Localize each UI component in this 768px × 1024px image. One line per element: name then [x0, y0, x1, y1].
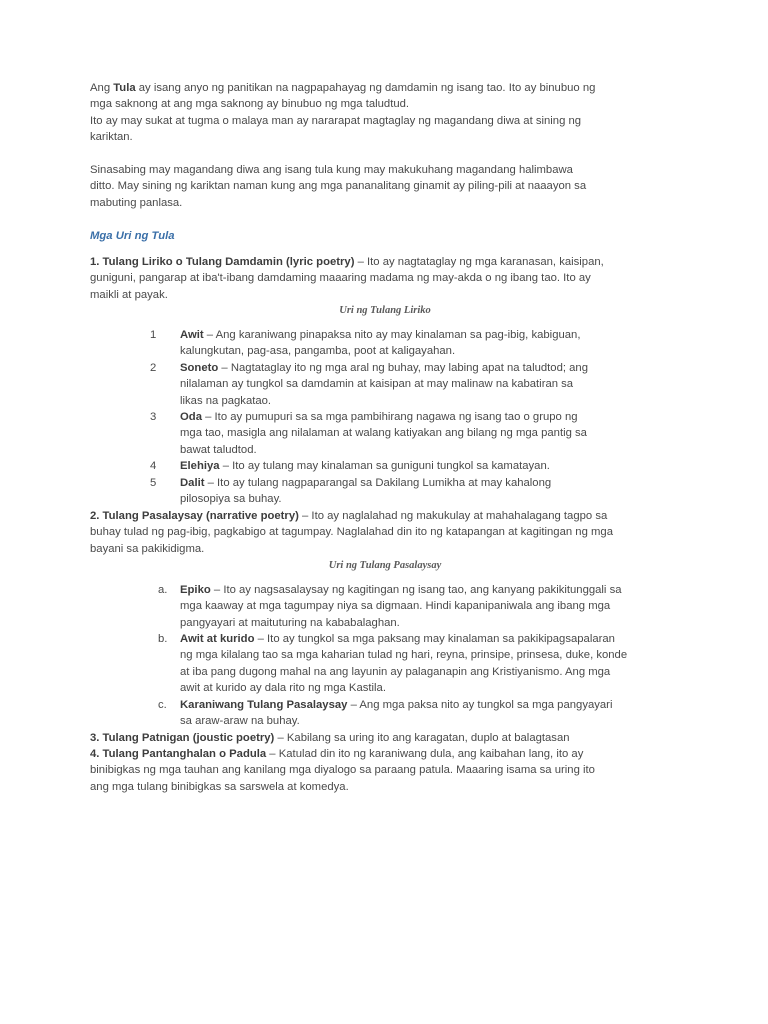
type2-paragraph: 2. Tulang Pasalaysay (narrative poetry) – Ito ay naglalahad ng makukulay at mahahalagang tagpo sa buhay tulad ng pag-ibig, pagkabigo at tagumpay. Naglalahad din ito ng katapangan at kagitingan ng mga bayani sa pakikidigma.: [90, 510, 613, 555]
intro-line-2: mga saknong at ang mga saknong ay binubuo ng mga taludtud.: [90, 98, 410, 111]
intro-line-4: kariktan.: [90, 130, 133, 143]
para2-line-3: mabuting panlasa.: [90, 196, 183, 209]
para2-line-2: ditto. May sining ng kariktan naman kung ang mga pananalitang ginamit ay piling-pili at naaayon sa: [90, 180, 587, 193]
type3-title: 3. Tulang Patnigan (joustic poetry): [90, 732, 275, 744]
type4-title: 4. Tulang Pantanghalan o Padula: [90, 748, 267, 760]
type2-title: 2. Tulang Pasalaysay (narrative poetry): [90, 510, 299, 522]
intro-paragraph: [90, 80, 680, 145]
type4-paragraph: 4. Tulang Pantanghalan o Padula – Katulad din ito ng karaniwang dula, ang kaibahan lang, ito ay binibigkas ng mga tauhan ang kanilang mga diyalogo sa paraang patula. Maaaring isama sa uring ito ang mga tulang binibigkas sa sarswela at komedya.: [90, 748, 595, 793]
type1-line-2: guniguni, pangarap at iba't-ibang damdaming maaaring madama ng may-akda o ng ibang tao. Ito ay: [90, 272, 591, 285]
intro-line-3: Ito ay may sukat at tugma o malaya man ay nararapat magtaglay ng magandang diwa at sining ng: [90, 114, 582, 127]
para2-line-1: Sinasabing may magandang diwa ang isang tula kung may makukuhang magandang halimbawa: [90, 164, 573, 176]
type1-title: 1. Tulang Liriko o Tulang Damdamin (lyric poetry): [90, 256, 355, 268]
pasalaysay-subheading: Uri ng Tulang Pasalaysay: [328, 560, 442, 571]
type1-line-1: 1. Tulang Liriko o Tulang Damdamin (lyric poetry) – Ito ay nagtataglay ng mga karanasan, kaisipan,: [90, 256, 604, 268]
section-heading: Mga Uri ng Tula: [90, 230, 175, 242]
type1-line-3: maikli at payak.: [90, 288, 168, 301]
tula-bold-term: Tula: [113, 82, 136, 94]
type3-paragraph: 3. Tulang Patnigan (joustic poetry) – Kabilang sa uring ito ang karagatan, duplo at balagtasan: [90, 732, 570, 744]
liriko-subheading: Uri ng Tulang Liriko: [339, 305, 431, 316]
document-page: Ang Tula ay isang anyo ng panitikan na nagpapahayag ng damdamin ng isang tao. Ito ay binubuo ng mga saknong at ang mga saknong ay binubuo ng mga taludtud. Ito ay may sukat at tugma o malaya man ay nararapat magtaglay ng magandang diwa at sining ng kariktan. Sinasabing may magandang diwa ang isang tula kung may makukuhang magandang halimbawa ditto. May sining ng kariktan naman kung ang mga pananalitang ginamit ay piling-pili at naaayon sa mabuting panlasa. Mga Uri ng Tula 1. Tulang Liriko o Tulang Damdamin (lyric poetry) – Ito ay nagtataglay ng mga karanasan, kaisipan, guniguni, pangarap at iba't-ibang damdaming maaaring madama ng may-akda o ng ibang tao. Ito ay maikli at payak. Uri ng Tulang Liriko 1 Awit – Ang karaniwang pinapaksa nito ay may kinalaman sa pag-ibig, kabiguan, kalungkutan, pag-asa, pangamba, poot at kaligayahan. 2 Soneto – Nagtataglay ito ng mga aral ng buhay, may labing apat na taludtod; ang nilalaman ay tungkol sa damdamin at kaisipan at may malinaw na kabatiran sa likas na pagkatao. 3 Oda – Ito ay pumupuri sa sa mga pambihirang nagawa ng isang tao o grupo ng mga tao, masigla ang nilalaman at walang katiyakan ang bilang ng mga pantig sa bawat taludtod. 4 Elehiya – Ito ay tulang may kinalaman sa guniguni tungkol sa kamatayan. 5 Dalit – Ito ay tulang nagpaparangal sa Dakilang Lumikha at may kahalong pilosopiya sa buhay. 2. Tulang Pasalaysay (narrative poetry) – Ito ay naglalahad ng makukulay at mahahalagang tagpo sa buhay tulad ng pag-ibig, pagkabigo at tagumpay. Naglalahad din ito ng katapangan at kagitingan ng mga bayani sa pakikidigma. Uri ng Tulang Pasalaysay a. Epiko – Ito ay nagsasalaysay ng kagitingan ng isang tao, ang kanyang pakikitunggali sa mga kaaway at mga tagumpay niya sa digmaan. Hindi kapanipaniwala ang ibang mga pangyayari at maituturing na kababalaghan. b. Awit at kurido – Ito ay tungkol sa mga paksang may kinalaman sa pakikipagsapalaran ng mga kilalang tao sa mga kaharian tulad ng hari, reyna, prinsipe, prinsesa, duke, konde at iba pang dugong mahal na ang layunin ay palaganapin ang Kristiyanismo. Ang mga awit at kurido ay dala rito ng mga Kastila. c. Karaniwang Tulang Pasalaysay – Ang mga paksa nito ay tungkol sa mga pangyayari sa araw-araw na buhay. 3. Tulang Patnigan (joustic poetry) – Kabilang sa uring ito ang karagatan, duplo at balagtasan 4. Tulang Pantanghalan o Padula – Katulad din ito ng karaniwang dula, ang kaibahan lang, ito ay binibigkas ng mga tauhan ang kanilang mga diyalogo sa paraang patula. Maaaring isama sa uring ito ang mga tulang binibigkas sa sarswela at komedya.: [0, 0, 768, 1024]
intro-line-1: Ang Tula ay isang anyo ng panitikan na nagpapahayag ng damdamin ng isang tao. Ito ay binubuo ng: [90, 82, 596, 94]
second-paragraph: [90, 162, 680, 211]
type1-paragraph: [90, 254, 680, 303]
